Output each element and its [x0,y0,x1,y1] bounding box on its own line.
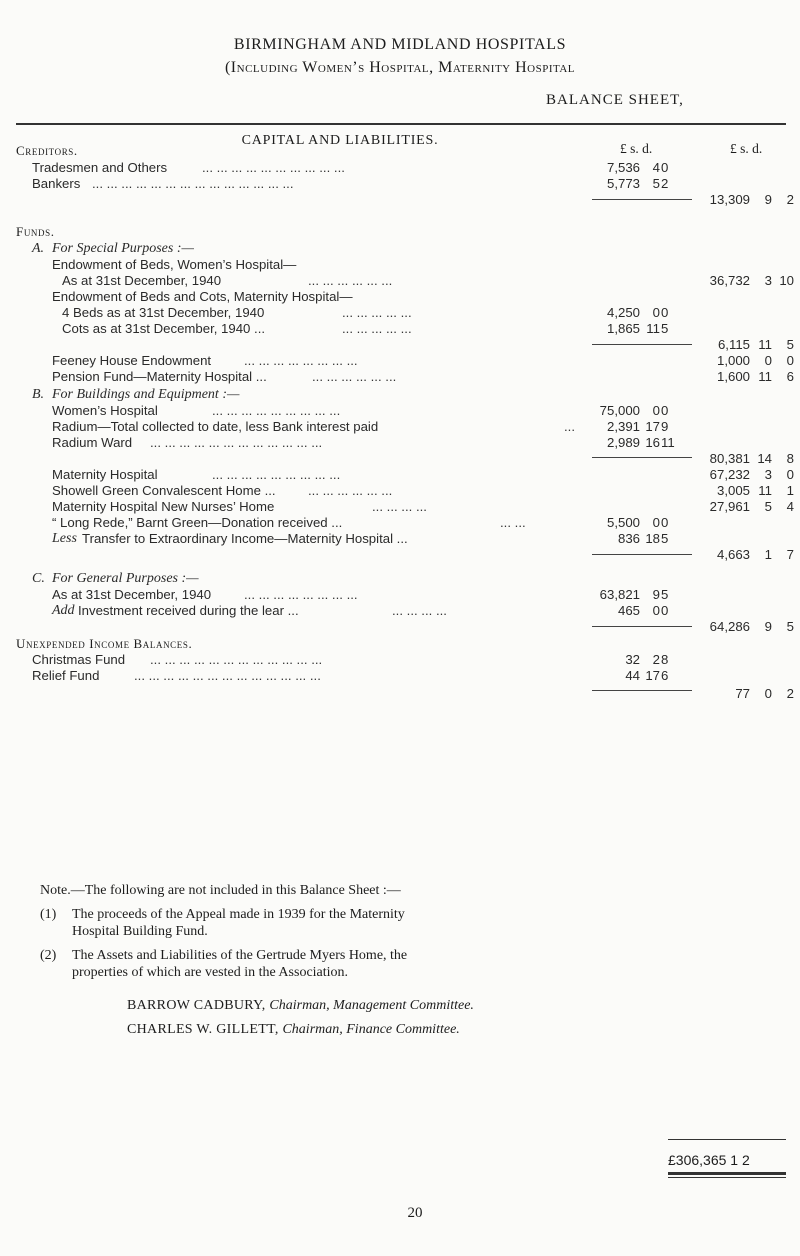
leader-dots: ... ... ... ... ... ... ... ... [244,587,358,602]
cell-total-shillings: 11 [758,483,772,498]
cell-total-shillings: 3 [764,273,772,288]
column-head-2: £ s. d. [730,141,763,156]
row-label: Feeney House Endowment [52,353,212,368]
cell-total-pounds: 3,005 [716,483,750,498]
leader-dots: ... ... ... ... ... ... ... ... ... ... ... ... ... ... [92,176,294,191]
note-item-1-line-2: Hospital Building Fund. [72,924,208,939]
cell-total-pence: 0 [786,353,794,368]
row-label: “ Long Rede,” Barnt Green—Donation received ... [52,515,343,530]
cell-total-pence: 0 [786,467,794,482]
leader-dots: ... ... ... ... ... ... [312,369,397,384]
column-head-1: £ s. d. [620,141,653,156]
cell-pence: 0 [661,515,669,530]
table-row [0,403,800,419]
row-label: 4 Beds as at 31st December, 1940 [62,305,265,320]
signature-chairman-management [127,998,474,1014]
row-label: As at 31st December, 1940 [62,273,222,288]
leader-dots: ... ... ... ... ... ... ... ... ... ... ... ... [150,652,323,667]
signature-chairman-finance [127,1022,460,1038]
cell-pence: 5 [661,321,669,336]
leader-dots: ... ... ... ... ... ... ... ... ... ... [202,160,345,175]
cell-pounds: 44 [625,668,640,683]
hospital-title: BIRMINGHAM AND MIDLAND HOSPITALS [233,36,567,53]
section-c-title-row [0,571,800,587]
section-b-title: For Buildings and Equipment :— [52,387,240,402]
leader-dots: ... ... ... ... ... [342,305,412,320]
cell-total-pounds: 1,600 [716,369,750,384]
signatory-name: BARROW CADBURY, [127,998,266,1013]
table-row [0,321,800,337]
cell-total-pence: 5 [786,337,794,352]
table-row [0,305,800,321]
row-label: Investment received during the lear ... [78,603,299,618]
funds-heading: Funds. [16,224,55,239]
cell-shillings: 0 [652,603,660,618]
cell-shillings: 18 [645,531,660,546]
table-row [0,499,800,515]
table-row [0,515,800,531]
row-label: Relief Fund [32,668,100,683]
creditors-heading: Creditors. [16,143,78,158]
note-item-1-number: (1) [40,907,57,922]
cell-total-pounds: 4,663 [716,547,750,562]
section-letter: A. [32,241,45,256]
cell-total-pounds: 13,309 [709,192,750,207]
note-item-2-number: (2) [40,948,57,963]
cell-pence: 6 [661,668,669,683]
page-number: 20 [407,1205,423,1221]
cell-shillings: 2 [652,652,660,667]
cell-pence: 0 [661,603,669,618]
cell-total-pence: 8 [786,451,794,466]
section-a-title: For Special Purposes :— [52,241,194,256]
note-intro: Note.—The following are not included in this Balance Sheet :— [40,883,401,898]
cell-pounds: 2,391 [606,419,640,434]
cell-total-shillings: 0 [764,686,772,701]
table-row [0,547,800,563]
table-row [0,467,800,483]
cell-total-pence: 5 [786,619,794,634]
cell-total-shillings: 5 [764,499,772,514]
cell-total-pounds: 6,115 [717,337,750,352]
leader-dots: ... ... ... ... ... ... ... ... ... [212,403,341,418]
leader-dots: ... ... ... ... [372,499,427,514]
row-label: Cots as at 31st December, 1940 ... [62,321,266,336]
cell-total-pounds: 64,286 [709,619,750,634]
signatory-role: Chairman, Management Committee. [269,998,474,1013]
table-row [0,289,800,305]
balance-sheet-heading: BALANCE SHEET, [546,92,684,108]
cell-total-shillings: 9 [764,192,772,207]
unexpended-heading: Unexpended Income Balances. [16,636,193,651]
table-row [0,603,800,619]
table-row [0,419,800,435]
cell-total-shillings: 9 [764,619,772,634]
row-label: Pension Fund—Maternity Hospital ... [52,369,267,384]
cell-total-pence: 4 [786,499,794,514]
cell-pence: 11 [661,435,675,450]
note-item-1-line-1: The proceeds of the Appeal made in 1939 for the Maternity [72,907,405,922]
cell-shillings: 17 [645,419,660,434]
section-letter: B. [32,387,45,402]
cell-pounds: 75,000 [599,403,640,418]
cell-pounds: 5,500 [606,515,640,530]
total-rule-top [668,1139,786,1140]
section-a-title-row [0,241,800,257]
cell-shillings: 9 [652,587,660,602]
row-label: Showell Green Convalescent Home ... [52,483,276,498]
cell-pence: 0 [661,160,669,175]
cell-total-shillings: 11 [758,337,772,352]
table-row [0,587,800,603]
total-rule-double-thick [668,1172,786,1175]
cell-shillings: 11 [646,321,660,336]
cell-pence: 5 [661,531,669,546]
row-label: Maternity Hospital [52,467,158,482]
cell-pence: 8 [661,652,669,667]
cell-pounds: 4,250 [606,305,640,320]
section-title: CAPITAL AND LIABILITIES. [241,133,439,148]
cell-total-pence: 1 [786,483,794,498]
cell-total-pounds: 67,232 [709,467,750,482]
signatory-name: CHARLES W. GILLETT, [127,1022,279,1037]
row-label-prefix: Add [52,603,75,618]
table-row [0,160,800,176]
row-label: Endowment of Beds and Cots, Maternity Hospital— [52,289,353,304]
cell-total-shillings: 0 [764,353,772,368]
cell-pounds: 63,821 [599,587,640,602]
cell-pence: 0 [661,403,669,418]
table-row [0,435,800,451]
table-row [0,483,800,499]
row-label: Tradesmen and Others [32,160,168,175]
table-row [0,619,800,635]
cell-shillings: 4 [652,160,660,175]
cell-total-pounds: 80,381 [709,451,750,466]
table-row [0,273,800,289]
cell-total-pence: 2 [786,192,794,207]
table-row [0,686,800,702]
table-row [0,353,800,369]
cell-pence: 2 [661,176,669,191]
leader-dots: ... ... ... ... ... [342,321,412,336]
cell-pounds: 2,989 [606,435,640,450]
leader-dots: ... ... ... ... ... ... ... ... ... ... ... ... ... [134,668,321,683]
cell-pounds: 7,536 [606,160,640,175]
cell-pounds: 1,865 [606,321,640,336]
row-label: Women’s Hospital [52,403,158,418]
cell-total-pounds: 27,961 [709,499,750,514]
leader-dots: ... ... ... ... ... ... ... ... ... [212,467,341,482]
table-row [0,652,800,668]
row-label-prefix: Less [52,531,77,546]
row-label: Radium Ward [52,435,133,450]
cell-pounds: 465 [617,603,640,618]
leader-dots: ... ... ... ... ... ... [308,483,393,498]
section-letter: C. [32,571,45,586]
cell-total-pounds: 77 [735,686,750,701]
note-item-2-line-2: properties of which are vested in the Association. [72,965,349,980]
cell-shillings: 5 [652,176,660,191]
section-b-title-row [0,387,800,403]
leader-dots: ... [564,419,575,434]
section-c-title: For General Purposes :— [52,571,199,586]
table-row [0,337,800,353]
leader-dots: ... ... ... ... ... ... [308,273,393,288]
cell-shillings: 16 [645,435,660,450]
total-rule-double-thin [668,1177,786,1178]
row-label: Transfer to Extraordinary Income—Maternity Hospital ... [82,531,408,546]
cell-total-pence: 10 [779,273,794,288]
table-row [0,531,800,547]
cell-pence: 0 [661,305,669,320]
row-label: Radium—Total collected to date, less Bank interest paid [52,419,379,434]
cell-shillings: 0 [652,515,660,530]
cell-total-pence: 6 [786,369,794,384]
row-label: Bankers [32,176,81,191]
table-row [0,369,800,385]
signatory-role: Chairman, Finance Committee. [282,1022,460,1037]
note-item-2-line-1: The Assets and Liabilities of the Gertrude Myers Home, the [72,948,408,963]
cell-pounds: 32 [625,652,640,667]
leader-dots: ... ... [500,515,526,530]
leader-dots: ... ... ... ... [392,603,447,618]
row-label: Endowment of Beds, Women’s Hospital— [52,257,297,272]
cell-total-shillings: 1 [764,547,772,562]
leader-dots: ... ... ... ... ... ... ... ... ... ... ... ... [150,435,323,450]
table-row [0,668,800,684]
cell-pounds: 5,773 [606,176,640,191]
leader-dots: ... ... ... ... ... ... ... ... [244,353,358,368]
cell-total-shillings: 14 [757,451,772,466]
table-row [0,451,800,467]
cell-total-pence: 2 [786,686,794,701]
cell-pounds: 836 [617,531,640,546]
header-rule [16,123,786,125]
cell-shillings: 0 [652,403,660,418]
hospital-subtitle: (Including Women’s Hospital, Maternity Hospital [224,59,576,76]
table-row [0,192,800,208]
cell-total-shillings: 11 [758,369,772,384]
cell-total-pence: 7 [786,547,794,562]
cell-pence: 9 [661,419,669,434]
table-row [0,176,800,192]
cell-shillings: 0 [652,305,660,320]
cell-total-pounds: 36,732 [709,273,750,288]
grand-total: £306,365 1 2 [668,1152,750,1168]
cell-pence: 5 [661,587,669,602]
cell-total-pounds: 1,000 [716,353,750,368]
table-row [0,257,800,273]
row-label: Christmas Fund [32,652,126,667]
cell-shillings: 17 [645,668,660,683]
row-label: Maternity Hospital New Nurses’ Home [52,499,275,514]
row-label: As at 31st December, 1940 [52,587,212,602]
cell-total-shillings: 3 [764,467,772,482]
